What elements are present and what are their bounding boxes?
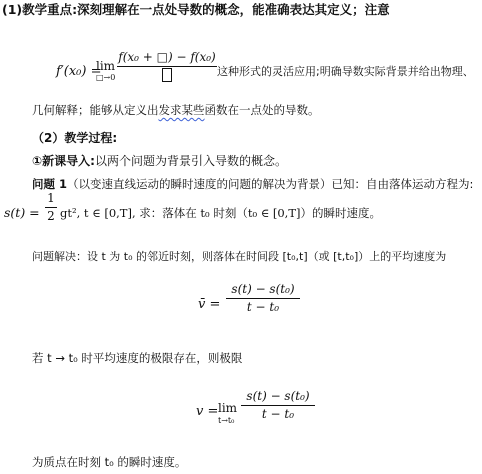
- inst-limit-subscript: t→t₀: [218, 416, 235, 425]
- inst-limit-word: lim: [218, 401, 238, 415]
- avg-velocity-fraction: [226, 282, 300, 315]
- limit-word: lim: [96, 59, 116, 73]
- motion-eq-lhs: s(t) =: [4, 205, 40, 220]
- derivative-fraction: [117, 50, 217, 84]
- avg-denominator: t − t₀: [246, 300, 280, 314]
- problem-label: 问题 1: [32, 177, 68, 191]
- line-problem-1: [32, 176, 473, 192]
- problem-text: （以变速直线运动的瞬时速度的问题的解决为背景）已知：自由落体运动方程为:: [67, 177, 474, 191]
- motion-frac-numerator: 1: [47, 191, 55, 205]
- line3-part-a: 几何解释；能够从定义出: [32, 103, 159, 117]
- line-geometric-explanation: [32, 102, 320, 118]
- intro-label: ①新课导入:: [32, 154, 95, 168]
- inst-velocity-lhs: v =: [196, 404, 219, 419]
- line-final: 为质点在时刻 t₀ 的瞬时速度。: [32, 455, 187, 469]
- line-solution: 问题解决：设 t 为 t₀ 的邻近时刻，则落体在时间段 [t₀,t]（或 [t,t₀]）上的平均速度为: [32, 250, 447, 263]
- limit-subscript: □→0: [96, 73, 116, 82]
- derivative-denominator: [117, 68, 217, 84]
- line3-part-c: 函数在一点处的导数。: [204, 103, 320, 117]
- motion-eq-rhs: gt², t ∈ [0,T], 求：落体在 t₀ 时刻（t₀ ∈ [0,T]）的瞬时速度。: [60, 206, 381, 220]
- avg-numerator: s(t) − s(t₀): [231, 282, 295, 296]
- intro-text: 以两个问题为背景引入导数的概念。: [94, 154, 287, 168]
- motion-frac-denominator: 2: [47, 209, 55, 223]
- line3-part-b-underlined: 发求某些: [158, 103, 205, 117]
- inst-numerator: s(t) − s(t₀): [246, 389, 310, 403]
- section-teaching-process: （2）教学过程:: [32, 131, 118, 145]
- derivative-tail-text: 这种形式的灵活应用;明确导数实际背景并给出物理、: [217, 65, 474, 78]
- placeholder-box: [162, 68, 172, 82]
- derivative-numerator: f(x₀ + □) − f(x₀): [118, 50, 216, 64]
- motion-fraction: [45, 191, 57, 224]
- line-teaching-focus: (1)教学重点:深刻理解在一点处导数的概念，能准确表达其定义；注意: [2, 2, 390, 17]
- line-intro: [32, 153, 287, 169]
- derivative-lhs: f′(x₀) =: [56, 64, 102, 79]
- line-limit-exists: 若 t → t₀ 时平均速度的极限存在，则极限: [32, 351, 243, 365]
- inst-velocity-fraction: [241, 389, 315, 422]
- avg-velocity-lhs: v̄ =: [198, 297, 221, 312]
- inst-denominator: t − t₀: [261, 407, 295, 421]
